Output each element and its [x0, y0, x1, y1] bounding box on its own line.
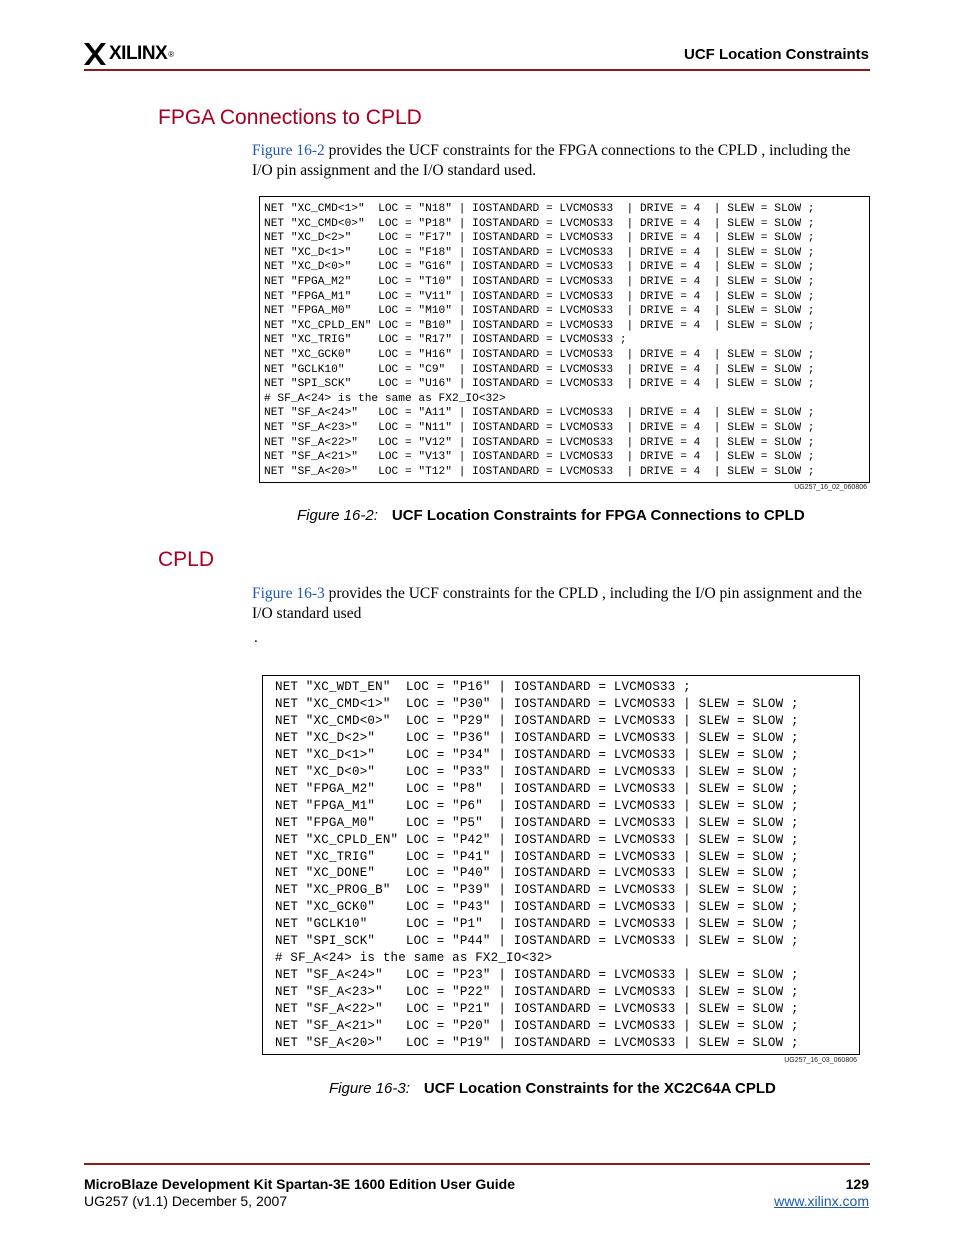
ucf-code-fpga	[264, 202, 815, 479]
figure-id-16-3: UG257_16_03_060806	[784, 1057, 857, 1064]
code-line: NET "XC_GCK0" LOC = "P43" | IOSTANDARD = LVCMOS33 | SLEW = SLOW ;	[275, 900, 799, 915]
figure-16-3-link[interactable]: Figure 16-3	[252, 585, 325, 602]
logo-wordmark: XILINX	[109, 43, 168, 64]
code-line: NET "SF_A<20>" LOC = "P19" | IOSTANDARD = LVCMOS33 | SLEW = SLOW ;	[275, 1036, 799, 1051]
section1-paragraph-text: provides the UCF constraints for the FPGA connections to the CPLD , including the I/O pin assignment and the I/O standard used.	[252, 142, 851, 179]
code-line: NET "FPGA_M1" LOC = "P6" | IOSTANDARD = LVCMOS33 | SLEW = SLOW ;	[275, 798, 799, 813]
code-line: NET "SPI_SCK" LOC = "U16" | IOSTANDARD = LVCMOS33 | DRIVE = 4 | SLEW = SLOW ;	[264, 378, 815, 391]
logo-registered-mark: ®	[168, 49, 175, 59]
caption-label: Figure 16-3:	[329, 1080, 410, 1097]
figure-caption-16-3	[329, 1080, 776, 1097]
section1-paragraph	[252, 141, 872, 180]
code-line: NET "SF_A<22>" LOC = "P21" | IOSTANDARD = LVCMOS33 | SLEW = SLOW ;	[275, 1002, 799, 1017]
code-line: NET "SF_A<23>" LOC = "N11" | IOSTANDARD = LVCMOS33 | DRIVE = 4 | SLEW = SLOW ;	[264, 421, 815, 434]
code-line: NET "XC_CPLD_EN" LOC = "B10" | IOSTANDARD = LVCMOS33 | DRIVE = 4 | SLEW = SLOW ;	[264, 319, 815, 332]
code-line: NET "XC_DONE" LOC = "P40" | IOSTANDARD = LVCMOS33 | SLEW = SLOW ;	[275, 866, 799, 881]
code-line: NET "XC_TRIG" LOC = "R17" | IOSTANDARD = LVCMOS33 ;	[264, 334, 627, 347]
figure-16-2-link[interactable]: Figure 16-2	[252, 142, 325, 159]
section2-paragraph	[252, 584, 872, 623]
code-line: NET "XC_D<2>" LOC = "F17" | IOSTANDARD = LVCMOS33 | DRIVE = 4 | SLEW = SLOW ;	[264, 232, 815, 245]
code-line: NET "FPGA_M0" LOC = "P5" | IOSTANDARD = LVCMOS33 | SLEW = SLOW ;	[275, 815, 799, 830]
code-line: NET "XC_CMD<1>" LOC = "P30" | IOSTANDARD = LVCMOS33 | SLEW = SLOW ;	[275, 696, 799, 711]
code-line: NET "SF_A<21>" LOC = "V13" | IOSTANDARD = LVCMOS33 | DRIVE = 4 | SLEW = SLOW ;	[264, 451, 815, 464]
caption-title: UCF Location Constraints for FPGA Connections to CPLD	[391, 507, 805, 524]
code-line: NET "FPGA_M2" LOC = "T10" | IOSTANDARD = LVCMOS33 | DRIVE = 4 | SLEW = SLOW ;	[264, 275, 815, 288]
code-line: NET "XC_CPLD_EN" LOC = "P42" | IOSTANDARD = LVCMOS33 | SLEW = SLOW ;	[275, 832, 799, 847]
page-number: 129	[845, 1176, 869, 1192]
section-heading-fpga-connections: FPGA Connections to CPLD	[158, 106, 422, 129]
code-line: NET "SF_A<24>" LOC = "P23" | IOSTANDARD = LVCMOS33 | SLEW = SLOW ;	[275, 968, 799, 983]
ucf-code-box-fpga	[259, 196, 870, 483]
code-line: NET "GCLK10" LOC = "P1" | IOSTANDARD = LVCMOS33 | SLEW = SLOW ;	[275, 917, 799, 932]
code-line: NET "SF_A<22>" LOC = "V12" | IOSTANDARD = LVCMOS33 | DRIVE = 4 | SLEW = SLOW ;	[264, 436, 815, 449]
running-header-title: UCF Location Constraints	[683, 46, 869, 63]
code-line: NET "XC_PROG_B" LOC = "P39" | IOSTANDARD = LVCMOS33 | SLEW = SLOW ;	[275, 883, 799, 898]
section-heading-cpld: CPLD	[158, 548, 215, 571]
section2-paragraph-text: provides the UCF constraints for the CPLD , including the I/O pin assignment and the I/O standard used	[252, 585, 863, 622]
code-line: NET "XC_D<1>" LOC = "F18" | IOSTANDARD = LVCMOS33 | DRIVE = 4 | SLEW = SLOW ;	[264, 246, 815, 259]
header-rule	[84, 69, 870, 71]
code-line: NET "XC_CMD<1>" LOC = "N18" | IOSTANDARD = LVCMOS33 | DRIVE = 4 | SLEW = SLOW ;	[264, 203, 815, 215]
figure-caption-16-2	[297, 507, 805, 524]
xilinx-x-icon	[84, 43, 106, 65]
code-line: # SF_A<24> is the same as FX2_IO<32>	[264, 392, 506, 405]
code-line: NET "XC_D<0>" LOC = "G16" | IOSTANDARD = LVCMOS33 | DRIVE = 4 | SLEW = SLOW ;	[264, 261, 815, 274]
code-line: NET "XC_TRIG" LOC = "P41" | IOSTANDARD = LVCMOS33 | SLEW = SLOW ;	[275, 849, 799, 864]
code-line: NET "FPGA_M2" LOC = "P8" | IOSTANDARD = LVCMOS33 | SLEW = SLOW ;	[275, 781, 799, 796]
xilinx-url-link[interactable]: www.xilinx.com	[774, 1193, 869, 1209]
code-line: NET "SF_A<20>" LOC = "T12" | IOSTANDARD = LVCMOS33 | DRIVE = 4 | SLEW = SLOW ;	[264, 465, 815, 478]
footer-rule	[84, 1163, 870, 1165]
code-line: # SF_A<24> is the same as FX2_IO<32>	[275, 951, 553, 966]
code-line: NET "XC_WDT_EN" LOC = "P16" | IOSTANDARD = LVCMOS33 ;	[275, 680, 691, 694]
code-line: NET "XC_GCK0" LOC = "H16" | IOSTANDARD = LVCMOS33 | DRIVE = 4 | SLEW = SLOW ;	[264, 348, 815, 361]
code-line: NET "SF_A<23>" LOC = "P22" | IOSTANDARD = LVCMOS33 | SLEW = SLOW ;	[275, 985, 799, 1000]
code-line: NET "XC_D<0>" LOC = "P33" | IOSTANDARD = LVCMOS33 | SLEW = SLOW ;	[275, 764, 799, 779]
ucf-code-cpld	[275, 679, 799, 1052]
ucf-code-box-cpld	[262, 675, 860, 1055]
code-line: NET "FPGA_M0" LOC = "M10" | IOSTANDARD = LVCMOS33 | DRIVE = 4 | SLEW = SLOW ;	[264, 305, 815, 318]
figure-id-16-2: UG257_16_02_060806	[794, 484, 867, 491]
code-line: NET "XC_D<2>" LOC = "P36" | IOSTANDARD = LVCMOS33 | SLEW = SLOW ;	[275, 730, 799, 745]
caption-title: UCF Location Constraints for the XC2C64A CPLD	[423, 1080, 776, 1097]
code-line: NET "GCLK10" LOC = "C9" | IOSTANDARD = LVCMOS33 | DRIVE = 4 | SLEW = SLOW ;	[264, 363, 815, 376]
code-line: NET "SF_A<24>" LOC = "A11" | IOSTANDARD = LVCMOS33 | DRIVE = 4 | SLEW = SLOW ;	[264, 407, 815, 420]
code-line: NET "XC_CMD<0>" LOC = "P29" | IOSTANDARD = LVCMOS33 | SLEW = SLOW ;	[275, 713, 799, 728]
code-line: NET "FPGA_M1" LOC = "V11" | IOSTANDARD = LVCMOS33 | DRIVE = 4 | SLEW = SLOW ;	[264, 290, 815, 303]
code-line: NET "XC_D<1>" LOC = "P34" | IOSTANDARD = LVCMOS33 | SLEW = SLOW ;	[275, 747, 799, 762]
xilinx-logo	[84, 41, 174, 67]
caption-label: Figure 16-2:	[297, 507, 378, 524]
code-line: NET "SF_A<21>" LOC = "P20" | IOSTANDARD = LVCMOS33 | SLEW = SLOW ;	[275, 1019, 799, 1034]
footer-book-title: MicroBlaze Development Kit Spartan-3E 1600 Edition User Guide	[84, 1176, 515, 1192]
code-line: NET "XC_CMD<0>" LOC = "P18" | IOSTANDARD = LVCMOS33 | DRIVE = 4 | SLEW = SLOW ;	[264, 217, 815, 230]
trailing-period: .	[254, 630, 258, 646]
code-line: NET "SPI_SCK" LOC = "P44" | IOSTANDARD = LVCMOS33 | SLEW = SLOW ;	[275, 934, 799, 949]
footer-doc-info: UG257 (v1.1) December 5, 2007	[84, 1193, 288, 1209]
